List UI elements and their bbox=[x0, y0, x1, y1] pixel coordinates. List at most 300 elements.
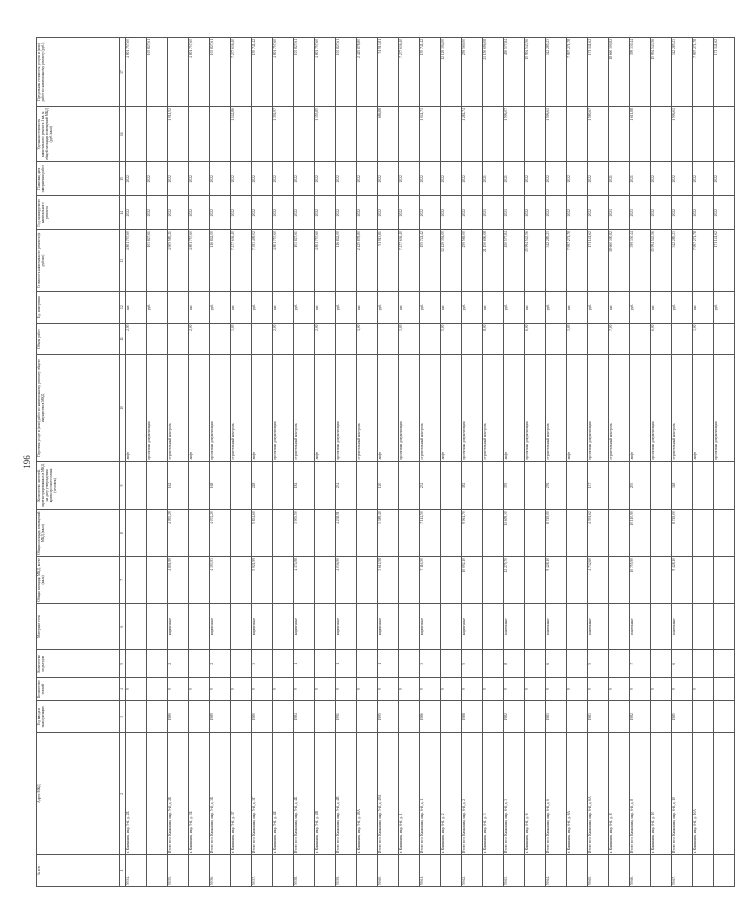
cell-cost: 450 577,84 bbox=[504, 230, 525, 292]
cell-unit: руб. bbox=[210, 291, 231, 323]
cell-addr: г. Камышин, мкр. 6-й, д. 2 bbox=[441, 733, 462, 855]
cell-unit: руб. bbox=[546, 291, 567, 323]
cell-ent: 3 bbox=[420, 650, 441, 678]
cell-cost: 4 801 757,60 bbox=[126, 230, 147, 292]
cell-total: 4 801,99 bbox=[168, 557, 189, 604]
cell-ent: 5 bbox=[462, 650, 483, 678]
cell-yr: 2022 bbox=[210, 196, 231, 230]
cell-area bbox=[273, 510, 294, 557]
cell-lim: 12 129 394,00 bbox=[441, 38, 462, 107]
cell-total: 3 612,58 bbox=[378, 557, 399, 604]
cell-people bbox=[231, 461, 252, 510]
cell-ent bbox=[231, 650, 252, 678]
cell-cost: 399 330,44 bbox=[630, 230, 651, 292]
cell-mat: кирпичные bbox=[378, 603, 399, 650]
cell-cost: 7 997 271,78 bbox=[693, 230, 714, 292]
cell-ent bbox=[714, 650, 735, 678]
cell-yr: 2022 bbox=[420, 196, 441, 230]
cell-n: 59.54. bbox=[126, 855, 147, 887]
cell-people bbox=[357, 461, 378, 510]
table-row bbox=[420, 38, 441, 887]
cell-year: 1984 bbox=[294, 701, 315, 733]
cell-area bbox=[567, 510, 588, 557]
cell-total bbox=[315, 557, 336, 604]
cell-people bbox=[147, 461, 168, 510]
cell-date: 2021 bbox=[483, 162, 504, 196]
cell-date: 2022 bbox=[588, 162, 609, 196]
cell-lim: 4 801 757,60 bbox=[273, 38, 294, 107]
table-row bbox=[651, 38, 672, 887]
cell-year bbox=[357, 701, 378, 733]
cell-lim: 21 150 696,08 bbox=[483, 38, 504, 107]
cell-total: 7 116,50 bbox=[420, 557, 441, 604]
cell-mat: кирпичные bbox=[336, 603, 357, 650]
cell-vol: 3,00 bbox=[231, 323, 252, 355]
cell-ent bbox=[126, 650, 147, 678]
column-number: 14 bbox=[120, 196, 126, 230]
cell-ent bbox=[693, 650, 714, 678]
cell-addr: Итого по г. Камышин, мкр. 5-й, д. 3Б bbox=[210, 733, 231, 855]
cell-mat bbox=[231, 603, 252, 650]
cell-yr: 2022 bbox=[588, 196, 609, 230]
cell-addr: Итого по г. Камышин, мкр. 6-й, д. 6А bbox=[588, 733, 609, 855]
cell-total bbox=[525, 557, 546, 604]
cell-addr: Итого по г. Камышин, мкр. 5-й, д. 4Б bbox=[294, 733, 315, 855]
cell-people: 382 bbox=[462, 461, 483, 510]
table-row bbox=[504, 38, 525, 887]
cell-ud bbox=[483, 107, 504, 162]
cell-floors: 9 bbox=[693, 677, 714, 700]
cell-year bbox=[126, 701, 147, 733]
cell-area: 7 114,50 bbox=[420, 510, 441, 557]
cell-addr: Итого по г. Камышин, мкр. 6-й, д. 8 bbox=[630, 733, 651, 855]
cell-work: строительный контроль bbox=[609, 355, 630, 461]
cell-vol: 2,00 bbox=[273, 323, 294, 355]
cell-floors: 9 bbox=[651, 677, 672, 700]
cell-unit: шт. bbox=[189, 291, 210, 323]
cell-ud: 1 596,61 bbox=[546, 107, 567, 162]
cell-n bbox=[441, 855, 462, 887]
cell-yr: 2021 bbox=[483, 196, 504, 230]
cell-year bbox=[609, 701, 630, 733]
cell-ud bbox=[567, 107, 588, 162]
cell-area: 8 749,00 bbox=[672, 510, 693, 557]
cell-addr: г. Камышин, мкр. 6-й, д. 10А bbox=[693, 733, 714, 855]
cell-lim: 399 330,44 bbox=[630, 38, 651, 107]
table-row bbox=[525, 38, 546, 887]
cell-area bbox=[231, 510, 252, 557]
cell-n bbox=[525, 855, 546, 887]
column-header: Перечень услуг и (или) работ по капитальному ремонту общего имущества в МКД bbox=[37, 355, 120, 461]
table-row bbox=[609, 38, 630, 887]
cell-ent bbox=[357, 650, 378, 678]
cell-total: 10 755,90 bbox=[630, 557, 651, 604]
cell-ud bbox=[525, 107, 546, 162]
cell-total: 10 092,10 bbox=[462, 557, 483, 604]
column-header: Ед. измерения bbox=[37, 291, 120, 323]
cell-ud bbox=[609, 107, 630, 162]
column-number: 6 bbox=[120, 603, 126, 650]
cell-date: 2022 bbox=[399, 162, 420, 196]
cell-ent bbox=[483, 650, 504, 678]
cell-lim: 103 827,61 bbox=[147, 38, 168, 107]
cell-lim: 171 141,62 bbox=[588, 38, 609, 107]
table-row bbox=[399, 38, 420, 887]
table-row bbox=[231, 38, 252, 887]
cell-date: 2022 bbox=[189, 162, 210, 196]
cell-ud: 1 142,86 bbox=[231, 107, 252, 162]
cell-cost: 4 801 757,60 bbox=[315, 230, 336, 292]
cell-date: 2022 bbox=[294, 162, 315, 196]
cell-ud: 1 392,97 bbox=[273, 107, 294, 162]
cell-addr: г. Камышин, мкр. 5-й, д. 3Г bbox=[231, 733, 252, 855]
cell-yr: 2022 bbox=[231, 196, 252, 230]
cell-vol: 3,00 bbox=[567, 323, 588, 355]
cell-unit: шт. bbox=[399, 291, 420, 323]
cell-ent bbox=[567, 650, 588, 678]
cell-vol bbox=[336, 323, 357, 355]
cell-work: лифт bbox=[567, 355, 588, 461]
cell-people bbox=[525, 461, 546, 510]
cell-year: 1986 bbox=[420, 701, 441, 733]
cell-vol bbox=[462, 323, 483, 355]
cell-cost: 4 801 757,60 bbox=[273, 230, 294, 292]
cell-year bbox=[714, 701, 735, 733]
cell-floors: 9 bbox=[189, 677, 210, 700]
cell-floors: 9 bbox=[231, 677, 252, 700]
cell-work: проектная документация bbox=[147, 355, 168, 461]
cell-unit: руб. bbox=[504, 291, 525, 323]
cell-lim: 155 741,42 bbox=[252, 38, 273, 107]
cell-mat bbox=[357, 603, 378, 650]
cell-ud bbox=[147, 107, 168, 162]
cell-cost: 15 994 543,56 bbox=[525, 230, 546, 292]
cell-yr: 2022 bbox=[294, 196, 315, 230]
cell-year: 1991 bbox=[336, 701, 357, 733]
cell-date: 2022 bbox=[252, 162, 273, 196]
cell-people: 184 bbox=[294, 461, 315, 510]
cell-people: 232 bbox=[420, 461, 441, 510]
cell-n bbox=[483, 855, 504, 887]
cell-date: 2022 bbox=[441, 162, 462, 196]
column-header: Материал стен bbox=[37, 603, 120, 650]
column-number: 13 bbox=[120, 230, 126, 292]
cell-work: лифт bbox=[126, 355, 147, 461]
cell-addr: Итого по г. Камышин, мкр. 6-й, д. 2 bbox=[462, 733, 483, 855]
cell-date: 2022 bbox=[210, 162, 231, 196]
cell-total bbox=[273, 557, 294, 604]
cell-date: 2022 bbox=[336, 162, 357, 196]
table-row bbox=[693, 38, 714, 887]
cell-n bbox=[357, 855, 378, 887]
cell-lim: 15 994 543,56 bbox=[525, 38, 546, 107]
cell-addr: Итого по г. Камышин, мкр. 6-й, д. 10 bbox=[672, 733, 693, 855]
cell-cost: 116 842,00 bbox=[336, 230, 357, 292]
cell-ud bbox=[357, 107, 378, 162]
cell-total bbox=[189, 557, 210, 604]
cell-area bbox=[714, 510, 735, 557]
cell-mat bbox=[147, 603, 168, 650]
cell-unit: руб. bbox=[672, 291, 693, 323]
cell-unit: шт. bbox=[441, 291, 462, 323]
column-header: Общая площадь МКД, всего (кв.м) bbox=[37, 557, 120, 604]
cell-date: 2022 bbox=[714, 162, 735, 196]
table-row bbox=[126, 38, 147, 887]
cell-work: лифт bbox=[504, 355, 525, 461]
cell-vol bbox=[210, 323, 231, 355]
cell-vol: 6,00 bbox=[525, 323, 546, 355]
cell-addr: г. Камышин, мкр. 5-й, д. 4Б bbox=[273, 733, 294, 855]
cell-year: 1983 bbox=[588, 701, 609, 733]
cell-total: 5 921,99 bbox=[252, 557, 273, 604]
column-number: 12 bbox=[120, 291, 126, 323]
cell-work: проектная документация bbox=[588, 355, 609, 461]
cell-date: 2022 bbox=[378, 162, 399, 196]
cell-unit: шт. bbox=[567, 291, 588, 323]
cell-mat bbox=[126, 603, 147, 650]
cell-n: 59.55. bbox=[168, 855, 189, 887]
cell-people: 276 bbox=[546, 461, 567, 510]
cell-ud bbox=[336, 107, 357, 162]
table-row bbox=[483, 38, 504, 887]
cell-vol bbox=[588, 323, 609, 355]
cell-n bbox=[231, 855, 252, 887]
cell-lim: 103 827,61 bbox=[210, 38, 231, 107]
cell-floors: 9 bbox=[672, 677, 693, 700]
column-header: Количество этажей bbox=[37, 677, 120, 700]
cell-total bbox=[399, 557, 420, 604]
cell-mat bbox=[315, 603, 336, 650]
cell-work: лифт bbox=[441, 355, 462, 461]
cell-area: 11 609,30 bbox=[504, 510, 525, 557]
cell-year bbox=[231, 701, 252, 733]
cell-total: 9 428,10 bbox=[672, 557, 693, 604]
cell-floors bbox=[147, 677, 168, 700]
cell-ent: 1 bbox=[378, 650, 399, 678]
cell-total: 12 275,70 bbox=[504, 557, 525, 604]
cell-unit: руб. bbox=[147, 291, 168, 323]
cell-total: 4 036,90 bbox=[336, 557, 357, 604]
cell-lim: 18 660 300,82 bbox=[609, 38, 630, 107]
cell-floors: 9 bbox=[378, 677, 399, 700]
cell-lim: 15 994 543,56 bbox=[651, 38, 672, 107]
cell-people bbox=[693, 461, 714, 510]
table-row bbox=[378, 38, 399, 887]
cell-unit: шт. bbox=[126, 291, 147, 323]
cell-yr: 2022 bbox=[462, 196, 483, 230]
cell-lim: 51 913,81 bbox=[378, 38, 399, 107]
column-header: Объем работ bbox=[37, 323, 120, 355]
cell-ent bbox=[441, 650, 462, 678]
table-row bbox=[147, 38, 168, 887]
column-header: № п/п bbox=[37, 855, 120, 887]
table-row bbox=[546, 38, 567, 887]
cell-ud bbox=[714, 107, 735, 162]
cell-date: 2022 bbox=[273, 162, 294, 196]
cell-mat: панельные bbox=[630, 603, 651, 650]
cell-year bbox=[693, 701, 714, 733]
table-row bbox=[294, 38, 315, 887]
cell-work: строительный контроль bbox=[294, 355, 315, 461]
cell-people bbox=[126, 461, 147, 510]
cell-n bbox=[147, 855, 168, 887]
cell-people: 228 bbox=[252, 461, 273, 510]
cell-lim: 103 827,61 bbox=[294, 38, 315, 107]
cell-ent: 7 bbox=[630, 650, 651, 678]
cell-floors: 9 bbox=[357, 677, 378, 700]
column-number: 9 bbox=[120, 461, 126, 510]
cell-cost: 7 997 271,78 bbox=[567, 230, 588, 292]
cell-work: строительный контроль bbox=[672, 355, 693, 461]
cell-ud: 1 041,71 bbox=[420, 107, 441, 162]
cell-year bbox=[651, 701, 672, 733]
cell-vol bbox=[252, 323, 273, 355]
cell-area bbox=[189, 510, 210, 557]
cell-vol: 2,00 bbox=[189, 323, 210, 355]
cell-unit: шт. bbox=[231, 291, 252, 323]
cell-unit: шт. bbox=[315, 291, 336, 323]
cell-unit: шт. bbox=[609, 291, 630, 323]
cell-ent: 6 bbox=[672, 650, 693, 678]
cell-date: 2022 bbox=[126, 162, 147, 196]
cell-addr: г. Камышин, мкр. 5-й, д. 49А bbox=[357, 733, 378, 855]
cell-mat bbox=[483, 603, 504, 650]
cell-addr: г. Камышин, мкр. 5-й, д. 4В bbox=[315, 733, 336, 855]
cell-yr: 2022 bbox=[126, 196, 147, 230]
column-header: Адрес МКД bbox=[37, 733, 120, 855]
table-row bbox=[357, 38, 378, 887]
cell-unit bbox=[168, 291, 189, 323]
cell-total bbox=[609, 557, 630, 604]
cell-people bbox=[399, 461, 420, 510]
cell-cost: 7 277 636,40 bbox=[231, 230, 252, 292]
cell-year bbox=[399, 701, 420, 733]
cell-lim: 103 827,61 bbox=[336, 38, 357, 107]
cell-cost: 7 277 636,40 bbox=[399, 230, 420, 292]
cell-cost: 155 741,42 bbox=[420, 230, 441, 292]
cell-addr: г. Камышин, мкр. 5-й, д. 2Б bbox=[126, 733, 147, 855]
cell-mat bbox=[399, 603, 420, 650]
cell-year bbox=[147, 701, 168, 733]
column-number: 3 bbox=[120, 701, 126, 733]
cell-work: проектная документация bbox=[714, 355, 735, 461]
cell-ent: 1 bbox=[294, 650, 315, 678]
cell-yr: 2021 bbox=[504, 196, 525, 230]
cell-n bbox=[609, 855, 630, 887]
cell-floors: 9 bbox=[462, 677, 483, 700]
cell-work: лифт bbox=[378, 355, 399, 461]
cell-ent: 2 bbox=[210, 650, 231, 678]
cell-year bbox=[189, 701, 210, 733]
cell-total bbox=[714, 557, 735, 604]
cell-date: 2021 bbox=[609, 162, 630, 196]
table-row bbox=[273, 38, 294, 887]
cell-floors: 9 bbox=[588, 677, 609, 700]
column-header: Общая площадь помещений МКД (кв.м) bbox=[37, 510, 120, 557]
column-header: Год ввода в эксплуатацию bbox=[37, 701, 120, 733]
cell-yr: 2022 bbox=[441, 196, 462, 230]
cell-work: строительный контроль bbox=[483, 355, 504, 461]
cell-floors: 9 bbox=[504, 677, 525, 700]
cell-date: 2022 bbox=[231, 162, 252, 196]
column-number: 7 bbox=[120, 557, 126, 604]
cell-mat bbox=[609, 603, 630, 650]
cell-date: 2022 bbox=[357, 162, 378, 196]
cell-ud bbox=[189, 107, 210, 162]
cell-year: 1989 bbox=[210, 701, 231, 733]
cell-vol: 5,00 bbox=[441, 323, 462, 355]
cell-yr: 2022 bbox=[714, 196, 735, 230]
cell-addr: г. Камышин, мкр. 6-й, д. 1 bbox=[399, 733, 420, 855]
cell-year: 1988 bbox=[462, 701, 483, 733]
cell-n: 59.61. bbox=[420, 855, 441, 887]
cell-ud bbox=[651, 107, 672, 162]
cell-date: 2022 bbox=[567, 162, 588, 196]
cell-unit: шт. bbox=[483, 291, 504, 323]
cell-vol: 2,00 bbox=[126, 323, 147, 355]
cell-area bbox=[525, 510, 546, 557]
cell-vol: 7,00 bbox=[609, 323, 630, 355]
cell-lim: 2 425 878,80 bbox=[357, 38, 378, 107]
cell-work: строительный контроль bbox=[168, 355, 189, 461]
cell-lim: 7 277 636,40 bbox=[231, 38, 252, 107]
cell-total: 4 732,60 bbox=[588, 557, 609, 604]
cell-ent bbox=[525, 650, 546, 678]
cell-date: 2022 bbox=[672, 162, 693, 196]
cell-vol bbox=[546, 323, 567, 355]
cell-unit: руб. bbox=[588, 291, 609, 323]
cell-mat: панельные bbox=[504, 603, 525, 650]
repair-plan-table bbox=[36, 37, 735, 887]
column-number: 10 bbox=[120, 355, 126, 461]
cell-work: лифт bbox=[693, 355, 714, 461]
cell-floors: 9 bbox=[567, 677, 588, 700]
cell-total bbox=[567, 557, 588, 604]
cell-people bbox=[315, 461, 336, 510]
cell-n: 59.66. bbox=[630, 855, 651, 887]
cell-cost: 7 393 409,02 bbox=[252, 230, 273, 292]
cell-date: 2022 bbox=[147, 162, 168, 196]
table-body bbox=[126, 38, 735, 887]
cell-yr: 2022 bbox=[693, 196, 714, 230]
column-number: 15 bbox=[120, 162, 126, 196]
table-row bbox=[168, 38, 189, 887]
cell-mat: панельные bbox=[672, 603, 693, 650]
cell-work: лифт bbox=[630, 355, 651, 461]
cell-total bbox=[231, 557, 252, 604]
cell-addr: г. Камышин, мкр. 6-й, д. 6А bbox=[567, 733, 588, 855]
cell-mat: кирпичные bbox=[294, 603, 315, 650]
cell-unit: руб. bbox=[378, 291, 399, 323]
cell-people bbox=[651, 461, 672, 510]
cell-ent: 6 bbox=[546, 650, 567, 678]
cell-work: строительный контроль bbox=[420, 355, 441, 461]
cell-ud bbox=[399, 107, 420, 162]
cell-n bbox=[315, 855, 336, 887]
cell-area bbox=[357, 510, 378, 557]
cell-unit: шт. bbox=[651, 291, 672, 323]
cell-n bbox=[399, 855, 420, 887]
table-row bbox=[588, 38, 609, 887]
cell-unit: руб. bbox=[630, 291, 651, 323]
cell-ud: 1 596,07 bbox=[504, 107, 525, 162]
cell-year: 1980 bbox=[168, 701, 189, 733]
cell-people bbox=[441, 461, 462, 510]
cell-floors bbox=[714, 677, 735, 700]
cell-cost: 259 569,00 bbox=[462, 230, 483, 292]
cell-floors: 9 bbox=[399, 677, 420, 700]
column-number: 1 bbox=[120, 855, 126, 887]
